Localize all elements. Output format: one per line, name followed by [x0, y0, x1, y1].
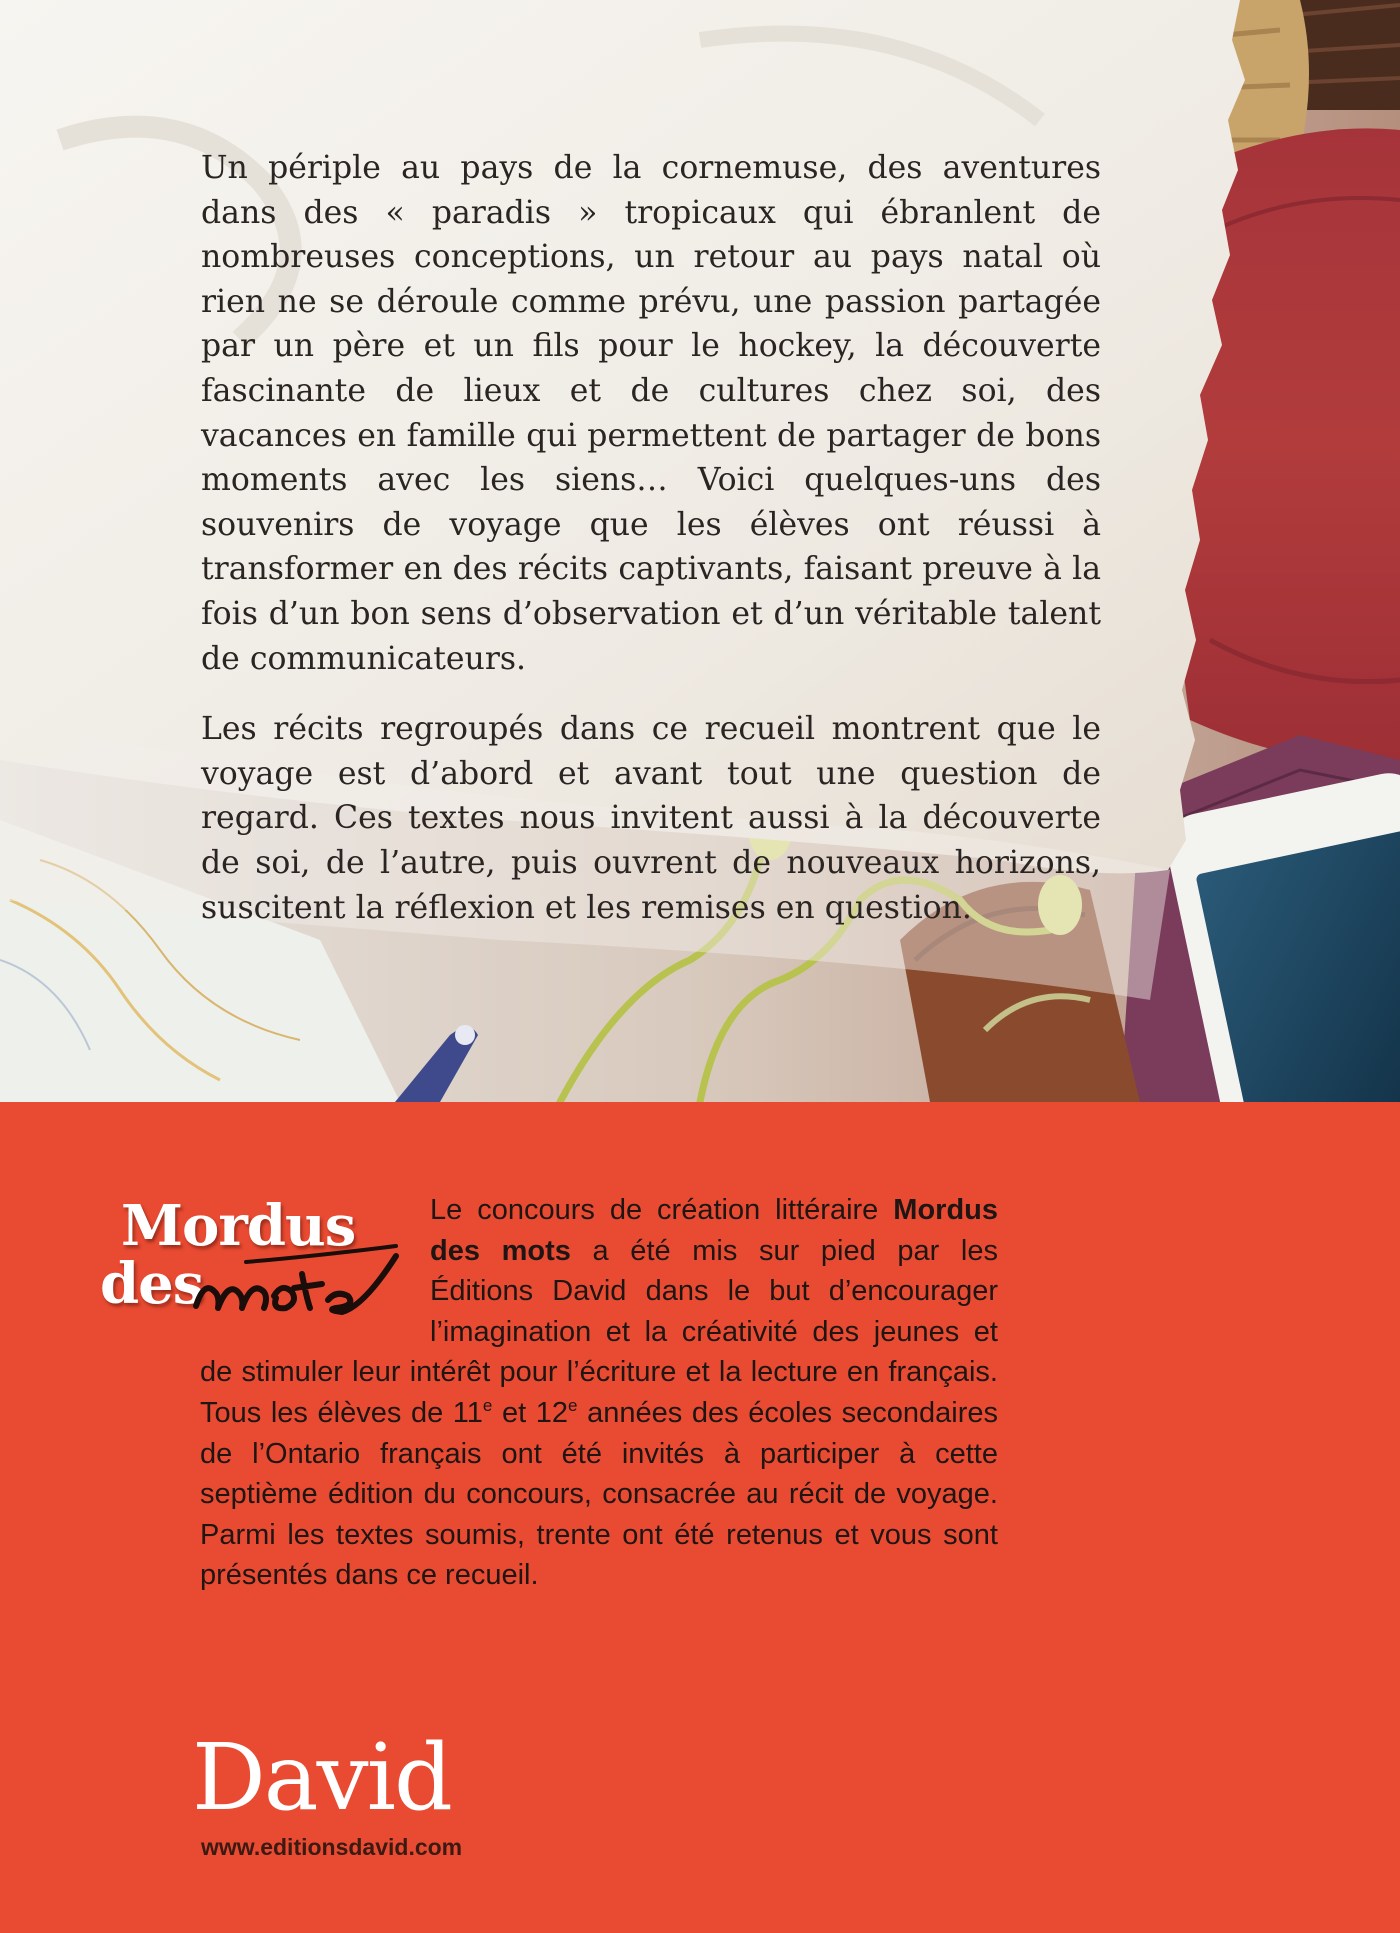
logo-word-des: des: [100, 1251, 204, 1317]
superscript-e-2: e: [568, 1395, 578, 1415]
superscript-e-1: e: [482, 1395, 493, 1415]
publisher-logo-david: David: [192, 1724, 451, 1831]
contest-intro: Le concours de création littéraire: [430, 1194, 879, 1226]
summary-paragraph-1: Un périple au pays de la cornemuse, des aventures dans des « paradis » tropicaux qui ébranlent de nombreuses conceptions, un retour au pays natal où rien ne se déroule comme prévu, une passion partagée par un père et un fils pour le hockey, la découverte fascinante de lieux et de cultures chez soi, des vacances en famille qui permettent de partager de bons moments avec les siens… Voici quelques-uns des souvenirs de voyage que les élèves ont réussi à transformer en des récits captivants, faisant preuve à la fois d’un bon sens d’observation et d’un véritable talent de communicateurs.: [201, 150, 1101, 677]
publisher-website[interactable]: www.editionsdavid.com: [201, 1834, 463, 1860]
summary-paragraph-2: Les récits regroupés dans ce recueil montrent que le voyage est d’abord et avant tout une question de regard. Ces textes nous invitent aussi à la découverte de soi, de l’autre, puis ouvrent de nouveaux horizons, suscitent la réflexion et les remises en question.: [201, 711, 1101, 926]
logo-word-mordus: Mordus: [121, 1193, 356, 1259]
back-cover-summary: [201, 146, 1101, 956]
contest-text-a: a été mis sur pied par les Éditions David dans le but d’encourager l’imagination et la créativité des jeunes et de stimuler leur intérêt pour l’écriture et la lecture en français. Tous les élèves de 11: [200, 1234, 998, 1429]
contest-description: [200, 1190, 998, 1596]
contest-text-c: années des écoles secondaires de l’Ontario français ont été invités à participer à cette septième édition du concours, consacrée au récit de voyage. Parmi les textes soumis, trente ont été retenus et vous sont présentés dans ce recueil.: [200, 1396, 999, 1592]
contest-name: Mordus des mots: [430, 1194, 999, 1267]
contest-text-b: et 12: [502, 1396, 569, 1429]
logo-text-wrap-space: [200, 1190, 430, 1352]
